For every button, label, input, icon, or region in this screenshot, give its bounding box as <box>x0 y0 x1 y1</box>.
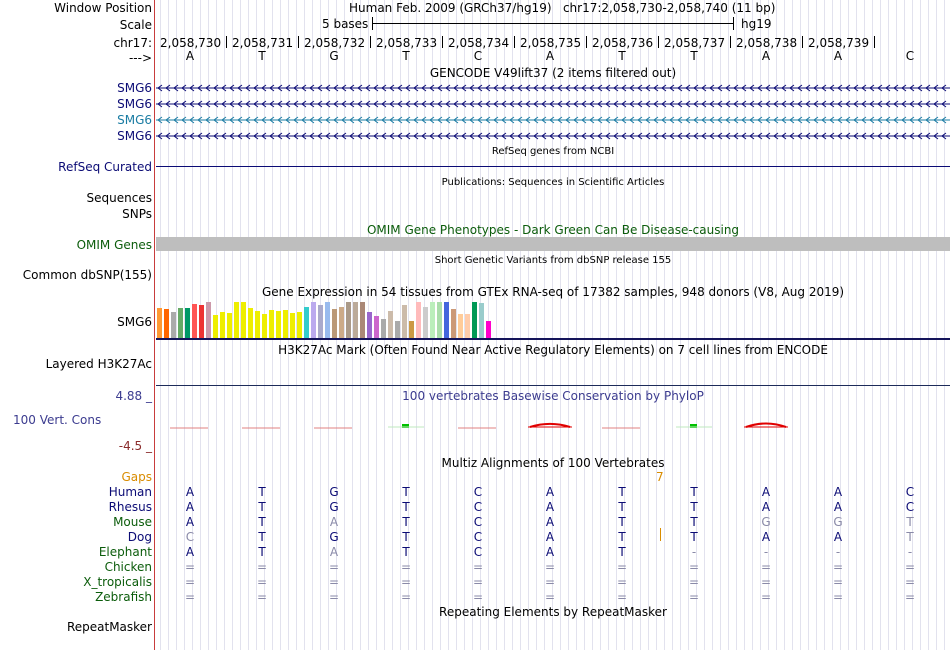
dbsnp-track-title[interactable]: Short Genetic Variants from dbSNP release 155 <box>434 255 672 266</box>
base-position-tick <box>658 36 659 48</box>
multiz-alignment-base: G <box>329 485 339 499</box>
publications-label-sequences[interactable]: Sequences <box>86 191 152 205</box>
omim-track-label[interactable]: OMIM Genes <box>76 238 152 252</box>
gtex-tissue-bar <box>395 321 400 338</box>
gtex-tissue-bar <box>416 302 421 338</box>
gtex-tissue-bar <box>304 307 309 338</box>
base-position-tick <box>298 36 299 48</box>
gtex-tissue-bar <box>178 308 183 338</box>
gtex-tissue-bar <box>423 307 428 338</box>
multiz-alignment-base: = <box>688 560 700 574</box>
multiz-alignment-base: A <box>545 485 555 499</box>
multiz-alignment-base: A <box>761 485 771 499</box>
multiz-alignment-base: - <box>763 545 769 559</box>
base-position-label: 2,058,735 <box>520 36 582 50</box>
multiz-alignment-base: A <box>545 500 555 514</box>
scale-text: 5 bases <box>322 17 369 31</box>
multiz-alignment-base: T <box>258 500 266 514</box>
base-letter[interactable]: C <box>905 49 915 63</box>
multiz-species-label[interactable]: Rhesus <box>108 500 152 514</box>
multiz-alignment-base: = <box>256 590 268 604</box>
multiz-alignment-base: A <box>545 530 555 544</box>
multiz-alignment-base: = <box>688 575 700 589</box>
base-letter[interactable]: G <box>329 49 339 63</box>
base-position-label: 2,058,731 <box>232 36 294 50</box>
multiz-alignment-base: A <box>833 500 843 514</box>
gtex-tissue-bar <box>388 311 393 338</box>
multiz-alignment-base: C <box>905 485 915 499</box>
phylop-conservation-mark <box>746 423 786 427</box>
multiz-alignment-base: = <box>904 590 916 604</box>
gtex-tissue-bar <box>346 302 351 338</box>
gencode-transcript-label[interactable]: SMG6 <box>117 113 152 127</box>
base-position-label: 2,058,738 <box>736 36 798 50</box>
gencode-track-title[interactable]: GENCODE V49lift37 (2 items filtered out) <box>429 66 677 80</box>
base-position-label: 2,058,730 <box>160 36 222 50</box>
gtex-tissue-bar <box>353 302 358 338</box>
multiz-alignment-base: = <box>328 590 340 604</box>
gtex-tissue-bar <box>318 305 323 338</box>
multiz-alignment-base: = <box>400 560 412 574</box>
gencode-transcript-label[interactable]: SMG6 <box>117 97 152 111</box>
multiz-alignment-base: = <box>256 575 268 589</box>
multiz-alignment-base: = <box>832 560 844 574</box>
multiz-alignment-base: T <box>690 500 698 514</box>
multiz-alignment-base: T <box>258 530 266 544</box>
base-position-tick <box>226 36 227 48</box>
multiz-alignment-base: = <box>688 590 700 604</box>
multiz-species-label[interactable]: Human <box>108 485 152 499</box>
gtex-tissue-bar <box>451 309 456 338</box>
multiz-gap-marker: 7 <box>656 470 664 484</box>
multiz-alignment-base: A <box>185 545 195 559</box>
gtex-tissue-bar <box>290 313 295 338</box>
gtex-tissue-bar <box>269 310 274 338</box>
gtex-tissue-bar <box>185 308 190 338</box>
base-position-label: 2,058,732 <box>304 36 366 50</box>
base-letter[interactable]: A <box>545 49 555 63</box>
phylop-track-label[interactable]: 100 Vert. Cons <box>13 413 102 427</box>
multiz-alignment-base: T <box>402 530 410 544</box>
gtex-tissue-bar <box>325 302 330 338</box>
omim-track-title[interactable]: OMIM Gene Phenotypes - Dark Green Can Be Disease-causing <box>366 223 740 237</box>
multiz-alignment-base: G <box>833 515 843 529</box>
base-position-label: 2,058,736 <box>592 36 654 50</box>
gtex-tissue-bar <box>465 314 470 338</box>
multiz-alignment-base: = <box>832 575 844 589</box>
multiz-alignment-base: A <box>185 485 195 499</box>
gtex-tissue-bar <box>206 302 211 338</box>
scale-bar <box>372 23 733 24</box>
multiz-alignment-base: T <box>402 485 410 499</box>
phylop-min-label: -4.5 _ <box>118 439 152 453</box>
gtex-tissue-bar <box>262 314 267 338</box>
multiz-alignment-base: = <box>328 560 340 574</box>
h3k27ac-track-divider <box>156 385 950 386</box>
multiz-alignment-base: T <box>618 485 626 499</box>
gtex-tissue-bar <box>311 302 316 338</box>
base-position-label: 2,058,734 <box>448 36 510 50</box>
multiz-track-title[interactable]: Multiz Alignments of 100 Vertebrates <box>441 456 665 470</box>
base-letter[interactable]: T <box>258 49 266 63</box>
multiz-species-label[interactable]: Zebrafish <box>95 590 152 604</box>
gtex-tissue-bar <box>339 307 344 338</box>
multiz-alignment-base: A <box>545 545 555 559</box>
multiz-alignment-base: T <box>618 500 626 514</box>
gtex-tissue-bar <box>458 314 463 338</box>
scale-label: Scale <box>119 18 152 32</box>
multiz-alignment-base: T <box>258 485 266 499</box>
multiz-alignment-base: = <box>184 575 196 589</box>
multiz-alignment-base: = <box>472 560 484 574</box>
multiz-alignment-base: = <box>472 575 484 589</box>
gencode-transcript-label[interactable]: SMG6 <box>117 81 152 95</box>
multiz-alignment-base: = <box>760 590 772 604</box>
gtex-track-title[interactable]: Gene Expression in 54 tissues from GTEx RNA-seq of 17382 samples, 948 donors (V8, Aug 2019) <box>261 285 845 299</box>
phylop-conservation-chart[interactable] <box>156 404 950 448</box>
base-position-label: 2,058,737 <box>664 36 726 50</box>
chrom-label: chr17: <box>113 36 152 50</box>
multiz-alignment-base: = <box>616 590 628 604</box>
window-position-label: Window Position <box>54 1 152 15</box>
multiz-alignment-base: A <box>833 485 843 499</box>
multiz-alignment-base: T <box>906 515 914 529</box>
multiz-alignment-base: - <box>907 545 913 559</box>
multiz-alignment-base: T <box>618 530 626 544</box>
multiz-alignment-base: T <box>402 500 410 514</box>
base-letter[interactable]: T <box>690 49 698 63</box>
multiz-species-label[interactable]: X_tropicalis <box>83 575 152 589</box>
multiz-alignment-base: G <box>329 530 339 544</box>
base-position-tick <box>730 36 731 48</box>
base-position-tick <box>370 36 371 48</box>
gtex-tissue-bar <box>227 313 232 338</box>
multiz-alignment-base: C <box>905 500 915 514</box>
gtex-tissue-bar <box>367 312 372 338</box>
multiz-alignment-base: - <box>691 545 697 559</box>
multiz-alignment-base: - <box>835 545 841 559</box>
multiz-alignment-base: A <box>545 515 555 529</box>
gtex-tissue-bar <box>192 304 197 338</box>
refseq-track-title[interactable]: RefSeq genes from NCBI <box>491 146 615 157</box>
base-position-tick <box>874 36 875 48</box>
multiz-alignment-base: = <box>904 575 916 589</box>
scale-bar-left-cap <box>372 17 373 30</box>
multiz-alignment-base: = <box>400 590 412 604</box>
multiz-alignment-base: T <box>618 515 626 529</box>
base-position-tick <box>514 36 515 48</box>
gtex-tissue-bar <box>164 309 169 338</box>
multiz-alignment-base: T <box>690 515 698 529</box>
multiz-alignment-base: A <box>329 545 339 559</box>
h3k27ac-track-title[interactable]: H3K27Ac Mark (Often Found Near Active Regulatory Elements) on 7 cell lines from ENCODE <box>278 343 828 357</box>
gtex-tissue-bar <box>444 302 449 338</box>
base-letter[interactable]: C <box>473 49 483 63</box>
repeatmasker-track-label[interactable]: RepeatMasker <box>66 620 152 634</box>
gtex-tissue-bar <box>255 311 260 338</box>
multiz-alignment-base: A <box>761 500 771 514</box>
multiz-alignment-base: = <box>760 575 772 589</box>
multiz-species-label[interactable]: Dog <box>127 530 152 544</box>
refseq-track-label[interactable]: RefSeq Curated <box>58 160 152 174</box>
label-column-border <box>154 0 155 650</box>
multiz-alignment-base: C <box>185 530 195 544</box>
gtex-tissue-bar <box>220 312 225 338</box>
scale-assembly: hg19 <box>741 17 772 31</box>
repeatmasker-track-title[interactable]: Repeating Elements by RepeatMasker <box>439 605 667 619</box>
base-letter[interactable]: T <box>618 49 626 63</box>
multiz-alignment-base: = <box>616 575 628 589</box>
multiz-alignment-base: T <box>258 545 266 559</box>
gencode-transcript-label[interactable]: SMG6 <box>117 129 152 143</box>
base-position-tick <box>802 36 803 48</box>
scale-bar-right-cap <box>733 17 734 30</box>
gtex-tissue-bar <box>479 303 484 338</box>
gtex-tissue-bar <box>381 319 386 338</box>
multiz-alignment-base: = <box>328 575 340 589</box>
base-position-label: 2,058,739 <box>808 36 870 50</box>
multiz-alignment-base: T <box>402 515 410 529</box>
gtex-tissue-bar <box>374 316 379 338</box>
multiz-gaps-label[interactable]: Gaps <box>121 470 152 484</box>
multiz-alignment-base: = <box>544 575 556 589</box>
omim-gene-bar[interactable] <box>156 237 950 251</box>
h3k27ac-track-label[interactable]: Layered H3K27Ac <box>45 357 152 371</box>
multiz-alignment-base: = <box>760 560 772 574</box>
gtex-tissue-bar <box>276 311 281 338</box>
gtex-tissue-bar <box>430 302 435 338</box>
multiz-alignment-base: A <box>761 530 771 544</box>
gtex-tissue-bar <box>241 302 246 338</box>
gtex-tissue-bar <box>171 312 176 338</box>
base-position-tick <box>442 36 443 48</box>
publications-label-snps[interactable]: SNPs <box>122 207 152 221</box>
gtex-tissue-bar <box>248 308 253 338</box>
multiz-alignment-base: C <box>473 515 483 529</box>
multiz-alignment-base: C <box>473 485 483 499</box>
gtex-track-label[interactable]: SMG6 <box>117 315 152 329</box>
phylop-track-title[interactable]: 100 vertebrates Basewise Conservation by PhyloP <box>402 389 704 403</box>
multiz-alignment-base: A <box>833 530 843 544</box>
multiz-alignment-base: T <box>258 515 266 529</box>
window-position-text: Human Feb. 2009 (GRCh37/hg19) chr17:2,058,730-2,058,740 (11 bp) <box>349 1 776 15</box>
gtex-tissue-bar <box>437 302 442 338</box>
gtex-tissue-bar <box>409 321 414 338</box>
multiz-alignment-base: = <box>400 575 412 589</box>
strand-label: ---> <box>128 51 152 65</box>
multiz-alignment-base: = <box>544 590 556 604</box>
base-position-label: 2,058,733 <box>376 36 438 50</box>
multiz-alignment-base: C <box>473 530 483 544</box>
multiz-alignment-base: = <box>616 560 628 574</box>
base-letter[interactable]: A <box>761 49 771 63</box>
multiz-alignment-base: = <box>184 560 196 574</box>
multiz-alignment-base: = <box>832 590 844 604</box>
gtex-tissue-bar <box>332 309 337 338</box>
multiz-alignment-base: G <box>329 500 339 514</box>
gtex-tissue-bar <box>472 302 477 338</box>
dbsnp-track-label[interactable]: Common dbSNP(155) <box>22 268 152 282</box>
multiz-alignment-base: T <box>906 530 914 544</box>
multiz-gap-tick <box>660 528 661 541</box>
multiz-alignment-base: A <box>329 515 339 529</box>
multiz-alignment-base: C <box>473 500 483 514</box>
gtex-tissue-bar <box>402 305 407 338</box>
gtex-track-divider <box>156 338 950 340</box>
base-letter[interactable]: A <box>833 49 843 63</box>
multiz-alignment-base: = <box>256 560 268 574</box>
gtex-tissue-bar <box>486 321 491 338</box>
base-letter[interactable]: A <box>185 49 195 63</box>
gtex-tissue-bar <box>213 315 218 338</box>
base-letter[interactable]: T <box>402 49 410 63</box>
multiz-species-label[interactable]: Elephant <box>98 545 152 559</box>
multiz-species-label[interactable]: Mouse <box>113 515 152 529</box>
publications-track-title[interactable]: Publications: Sequences in Scientific Articles <box>441 177 665 188</box>
multiz-alignment-base: A <box>185 500 195 514</box>
multiz-alignment-base: A <box>185 515 195 529</box>
gencode-track[interactable] <box>156 80 950 144</box>
multiz-alignment-base: = <box>544 560 556 574</box>
multiz-alignment-base: T <box>402 545 410 559</box>
gtex-tissue-bar <box>234 302 239 338</box>
multiz-alignment-base: = <box>184 590 196 604</box>
gtex-tissue-bar <box>199 305 204 338</box>
multiz-alignment-base: T <box>618 545 626 559</box>
gtex-tissue-bar <box>157 308 162 338</box>
multiz-species-label[interactable]: Chicken <box>104 560 152 574</box>
base-position-tick <box>586 36 587 48</box>
multiz-alignment-base: T <box>690 485 698 499</box>
gtex-tissue-bar <box>360 302 365 338</box>
multiz-alignment-base: = <box>904 560 916 574</box>
refseq-gene-line[interactable] <box>156 166 950 167</box>
gtex-tissue-bar <box>297 312 302 338</box>
multiz-alignment-base: = <box>472 590 484 604</box>
multiz-alignment-base: T <box>690 530 698 544</box>
gtex-tissue-bar <box>283 310 288 338</box>
multiz-alignment-base: G <box>761 515 771 529</box>
multiz-alignment-base: C <box>473 545 483 559</box>
gtex-expression-chart[interactable] <box>156 300 950 340</box>
phylop-max-label: 4.88 _ <box>115 389 152 403</box>
